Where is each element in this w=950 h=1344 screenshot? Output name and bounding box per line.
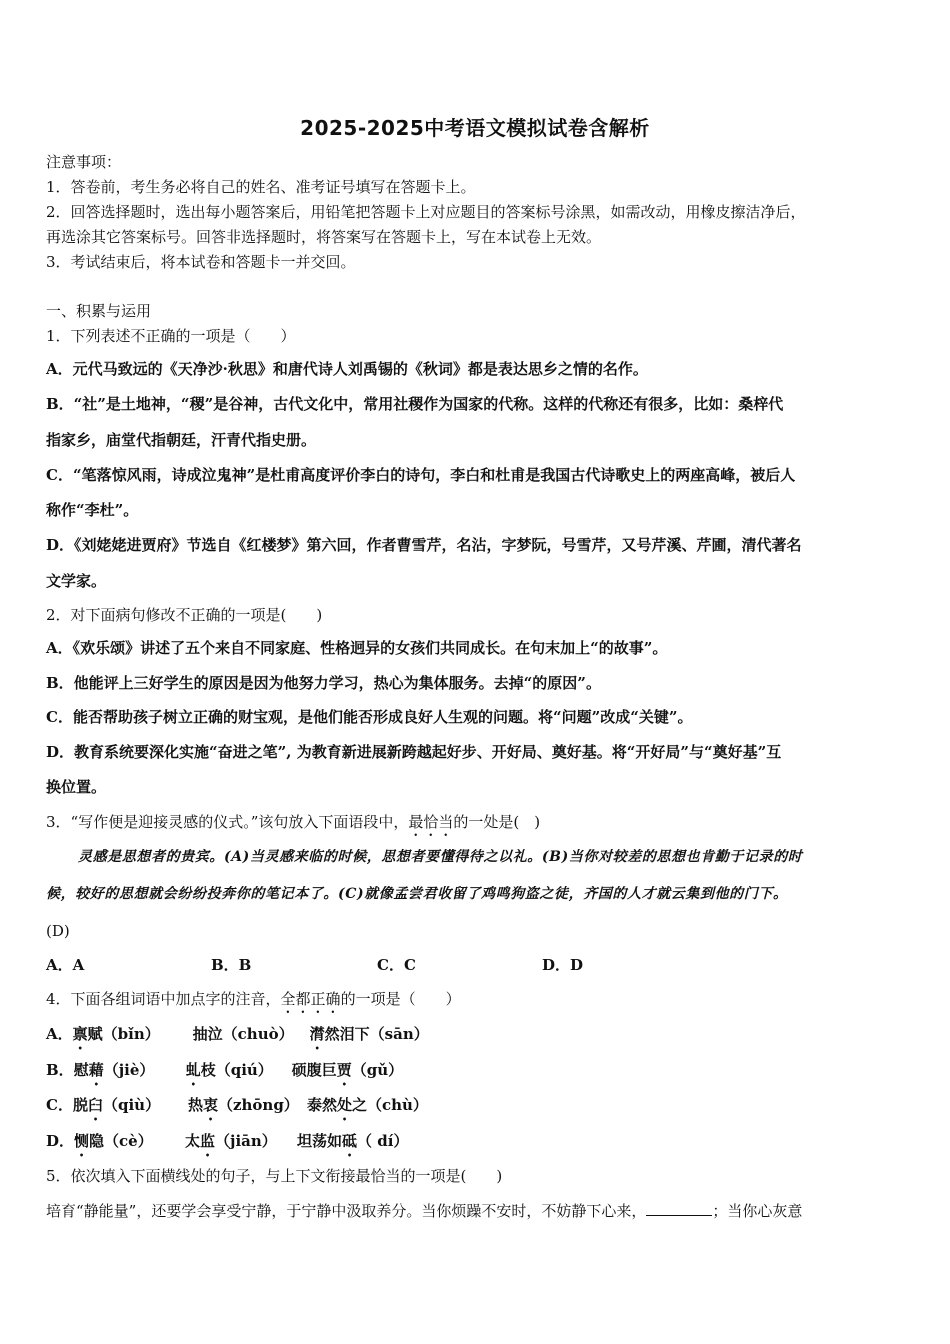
q4-option-c bbox=[46, 1095, 428, 1124]
section-heading: 一、积累与运用 bbox=[46, 302, 152, 320]
dotted-char: 贾 bbox=[336, 1061, 352, 1079]
q1-option-b: B．“社”是土地神，“稷”是谷神，古代文化中，常用社稷作为国家的代称。这样的代称还有很多，比如：桑梓代 bbox=[46, 395, 784, 413]
dotted-char: 衷 bbox=[202, 1096, 218, 1114]
q4-stem-text: 的一项是（ ） bbox=[340, 990, 461, 1008]
pinyin-word: （jiè） bbox=[103, 1061, 155, 1079]
pinyin-word: （gǔ） bbox=[351, 1061, 404, 1079]
q3-passage-cont: 候，较好的思想就会纷纷投奔你的笔记本了。(C)就像孟尝君收留了鸡鸣狗盗之徒，齐国的人才就云集到他的门下。 bbox=[46, 886, 788, 902]
option-label: B． bbox=[46, 1061, 74, 1079]
pinyin-word: 抽泣（ bbox=[192, 1025, 238, 1043]
option-label: D． bbox=[46, 1132, 75, 1150]
q1-option-b-cont: 指家乡，庙堂代指朝廷，汗青代指史册。 bbox=[46, 431, 317, 449]
dotted-char: 潸 bbox=[309, 1025, 325, 1043]
q4-option-a bbox=[46, 1024, 429, 1053]
dotted-char: 砥 bbox=[342, 1132, 358, 1150]
q3-stem-text: 的一处是( ) bbox=[453, 813, 541, 831]
fill-blank[interactable] bbox=[646, 1200, 712, 1216]
question-2-stem: 2．对下面病句修改不正确的一项是( ) bbox=[46, 606, 323, 624]
pinyin-word: 脱 bbox=[72, 1096, 88, 1114]
question-1-stem: 1．下列表述不正确的一项是（ ） bbox=[46, 327, 296, 345]
q3-choice-c: C．C bbox=[377, 956, 416, 974]
notice-item: 1．答卷前，考生务必将自己的姓名、准考证号填写在答题卡上。 bbox=[46, 178, 476, 196]
pinyin-word: 热 bbox=[187, 1096, 203, 1114]
q5-passage-text: 培育“静能量”，还要学会享受宁静，于宁静中汲取养分。当你烦躁不安时，不妨静下心来， bbox=[46, 1202, 647, 1220]
q3-emphasis-text: 最恰当 bbox=[408, 813, 454, 831]
dotted-char: 禀 bbox=[72, 1025, 88, 1043]
question-5-stem: 5．依次填入下面横线处的句子，与上下文衔接最恰当的一项是( ) bbox=[46, 1167, 503, 1185]
q4-stem-text: 4．下面各组词语中加点字的注音， bbox=[46, 990, 281, 1008]
q2-option-b: B．他能评上三好学生的原因是因为他努力学习，热心为集体服务。去掉“的原因”。 bbox=[46, 674, 601, 692]
pinyin-word: 赋（bǐn） bbox=[87, 1025, 160, 1043]
pinyin-word: （qiù） bbox=[102, 1096, 161, 1114]
q2-option-d-cont: 换位置。 bbox=[46, 778, 107, 796]
pinyin-word: 太 bbox=[185, 1132, 201, 1150]
dotted-char: 藉 bbox=[88, 1061, 104, 1079]
notice-heading: 注意事项： bbox=[46, 153, 122, 171]
notice-item: 2．回答选择题时，选出每小题答案后，用铅笔把答题卡上对应题目的答案标号涂黑，如需改动，用橡皮擦洁净后， bbox=[46, 203, 806, 221]
option-label: C． bbox=[46, 1096, 73, 1114]
q4-emphasis-text: 全都正确 bbox=[280, 990, 341, 1008]
notice-item: 再选涂其它答案标号。回答非选择题时，将答案写在答题卡上，写在本试卷上无效。 bbox=[46, 228, 602, 246]
pinyin-word: chuò bbox=[237, 1025, 279, 1043]
pinyin-word: （jiān） bbox=[215, 1132, 277, 1150]
q1-option-d-cont: 文学家。 bbox=[46, 572, 107, 590]
q1-option-c: C．“笔落惊风雨，诗成泣鬼神”是杜甫高度评价李白的诗句，李白和杜甫是我国古代诗歌史上的两座高峰，被后人 bbox=[46, 466, 796, 484]
pinyin-word: 之（chù） bbox=[351, 1096, 428, 1114]
q3-choice-a: A．A bbox=[46, 956, 85, 974]
q1-option-d: D．《刘姥姥进贾府》节选自《红楼梦》第六回，作者曹雪芹，名沾，字梦阮，号雪芹，又号芹溪、芹圃，清代著名 bbox=[46, 536, 802, 554]
q2-option-d: D．教育系统要深化实施“奋进之笔”, 为教育新进展新跨越起好步、开好局、奠好基。将“开好局”与“奠好基”互 bbox=[46, 743, 782, 761]
dotted-char: 恻 bbox=[74, 1132, 90, 1150]
question-4-stem bbox=[46, 989, 461, 1017]
notice-item: 3．考试结束后，将本试卷和答题卡一并交回。 bbox=[46, 253, 356, 271]
dotted-char: 监 bbox=[200, 1132, 216, 1150]
pinyin-word: （zhōng） bbox=[217, 1096, 299, 1114]
q5-passage-text: ；当你心灰意 bbox=[712, 1202, 803, 1220]
q1-option-a: A．元代马致远的《天净沙·秋思》和唐代诗人刘禹锡的《秋词》都是表达思乡之情的名作。 bbox=[46, 360, 648, 378]
q1-option-c-cont: 称作“李杜”。 bbox=[46, 501, 139, 519]
pinyin-word: ） bbox=[278, 1025, 294, 1043]
pinyin-word: 隐（cè） bbox=[89, 1132, 153, 1150]
pinyin-word: 坦荡如 bbox=[297, 1132, 343, 1150]
q3-stem-text: 3．“写作便是迎接灵感的仪式。”该句放入下面语段中， bbox=[46, 813, 409, 831]
pinyin-word: 枝（qiú） bbox=[200, 1061, 273, 1079]
q3-passage-end: (D) bbox=[46, 922, 70, 940]
pinyin-word: 然泪下（sān） bbox=[324, 1025, 429, 1043]
q3-passage: 灵感是思想者的贵宾。(A)当灵感来临的时候，思想者要懂得待之以礼。(B)当你对较差的思想也肯勤于记录的时 bbox=[78, 849, 803, 865]
option-label: A． bbox=[46, 1025, 73, 1043]
q5-passage bbox=[46, 1200, 802, 1221]
pinyin-word: （ dí） bbox=[357, 1132, 409, 1150]
page-title: 2025-2025中考语文模拟试卷含解析 bbox=[300, 116, 650, 140]
q2-option-c: C．能否帮助孩子树立正确的财宝观，是他们能否形成良好人生观的问题。将“问题”改成“关键”。 bbox=[46, 708, 693, 726]
pinyin-word: 硕腹巨 bbox=[291, 1061, 337, 1079]
q2-option-a: A．《欢乐颂》讲述了五个来自不同家庭、性格迥异的女孩们共同成长。在句末加上“的故事”。 bbox=[46, 639, 668, 657]
q3-choice-d: D．D bbox=[542, 956, 584, 974]
q3-choice-b: B．B bbox=[211, 956, 252, 974]
pinyin-word: 慰 bbox=[73, 1061, 89, 1079]
question-3-stem bbox=[46, 812, 540, 840]
q4-option-b bbox=[46, 1060, 403, 1089]
pinyin-word: 泰然 bbox=[306, 1096, 337, 1114]
dotted-char: 处 bbox=[336, 1096, 352, 1114]
dotted-char: 臼 bbox=[87, 1096, 103, 1114]
dotted-char: 虬 bbox=[185, 1061, 201, 1079]
q4-option-d bbox=[46, 1131, 408, 1160]
